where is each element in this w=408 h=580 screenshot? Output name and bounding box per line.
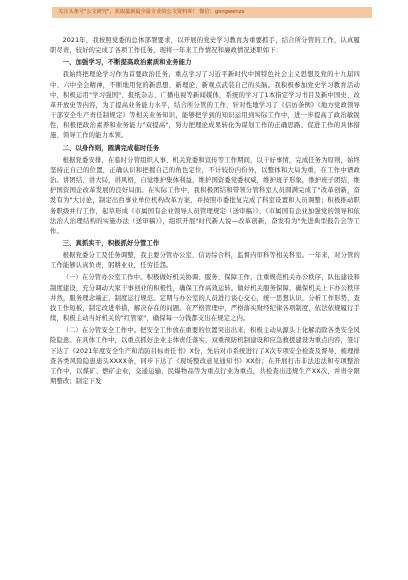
section-1-paragraph: 我始终把理论学习作为首要政治任务，重点学习了习近平新时代中国特色社会主义思想及党的十九届四中、六中全会精神，不断地用党的新思想、新理论、新观点武装自己的头脑。我积极参加党史学习教育活动中，积极运用"学习强国"、报纸杂志、广播电视等新闻媒体，系统的学习了1本指定学习书目及新中国史、改革开放史等内容，为了提高业务能力水平，结合所分管的工作，针对性地学习了《信访条例》《地方党政领导干部安全生产责任制规定》等相关业务知识，能够把学到的知识运用到实际工作中，进一步提高了政治敏锐性，积极把政治素养和业务能力"双提高"，努力把理论成果转化为谋划工作的正确思路、促进工作的具体措施、领导工作的能力本领。 xyxy=(50,71,360,140)
section-heading-2: 二、以身作则，圆满完成临时任务 xyxy=(62,144,160,152)
intro-paragraph: 2021年，我按照党委的总体部署要求，以开展的党史学习教育为重要抓手，结合所分管的工作，认真履职尽责，较好的完成了各项工作任务，现将一年来工作情况和廉政情况述职如下： xyxy=(50,37,360,55)
top-banner: 关注头条号"公文研究"，获取最新最全最专业的公文资料库！ 微信：gongwenzx xyxy=(52,7,372,18)
document-body xyxy=(50,36,360,387)
section-3-item-1-paragraph: （一）在分管办公室工作中。积极做好机关协调、服务、保障工作，注重规范机关办公秩序，队伍建设和制度建设，充分调动大家干事创业的积极性，确保工作高效运转。做好机关服务保障，确保机关上下办公秩序井然，服务理念端正，制度运行规范。定期与办公室的人员进行谈心交心，统一思想认识，分析工作形势，查找工作短板，制定改进举措，解决存在的问题。在严格管理中，严格落实财经纪律各项制度，依法依规履行手续，积极主动当好机关的"红管家"，确保每一分钱都支出在规定之内。 xyxy=(50,274,360,323)
section-2-paragraph: 根据党委安排，在临时分管组织人事、机关党委和宣传等工作期间，以干好事情，完成任务为原则，始终坚持正自己的位置，正确认识和把握自己的角色定位，不计较份内份外，以整体和大局为重，在工作中谱政治。讲团结、讲大局，讲风格，自觉维护集体利益，维护国资委党委权威，维护班子形象，维护班子团结，维护国资国企改革发展的良好局面。在实际工作中，我积极团结和带领分管科室人员圆满完成了"改革创新，奋发有为"大讨论，制定出台事业单位机构改革方案，并按照市委批复完成了科室设置和人员调整；积极推动职务职级并行工作，起草形成《市属国有企业领导人员管理规定（送审稿）》、《市属国有企业加强党的领导和依法治人治理结构的实施办法（送审稿）》，组织开展"时代新人说—改革创新，奋发有为"先进典型报告会等工作。 xyxy=(50,156,360,235)
section-heading-1: 一、加强学习，不断提高政治素质和业务能力 xyxy=(62,59,192,67)
section-3-item-2-paragraph: （二）在分管安全工作中。把安全工作放在重要的位置突出出来，积极主动从源头上化解消除各类安全风险隐患。在具体工作中，以重点抓好企业主体责任落实，双重预防机制建设和应急救援建设为重点内容，签订下达了《2021年度安全生产和消防目标责任书》X份，先后对市系统进行了X次专项安全检查及督导，梳理排查各类风险隐患患头XXXX条，同步下达了《现场整改意见通知书》XX份；在开展打击非法违法和专项整治工作中，以煤矿、燃矿企业，交通运输、民爆物品等为重点行业为重点，共检查出违规生产XX次，并责令限期整改；制定下发 xyxy=(50,327,360,385)
section-heading-3: 三、真抓实干，积极抓好分管工作 xyxy=(62,239,160,247)
section-3-intro-paragraph: 根据党委分工及任务调整，我主要分管办公室、信访综合科，监督内审科等相关科室。一年来，对分管的工作能够认真负责，躬耕业业，任劳任怨。 xyxy=(50,252,360,270)
